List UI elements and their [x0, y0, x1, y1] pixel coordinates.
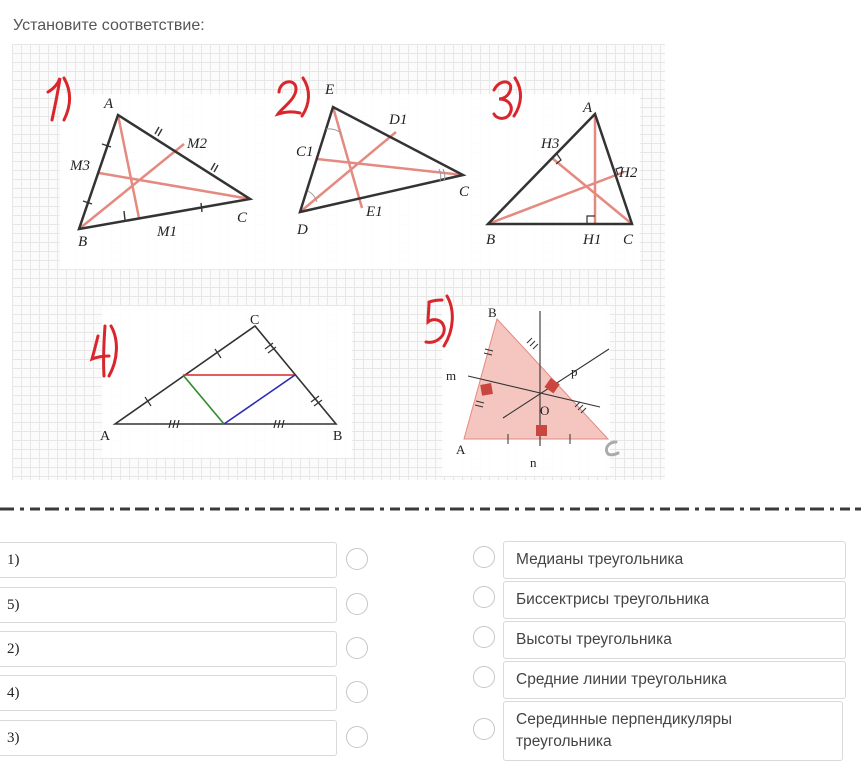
option-altitudes[interactable]: Высоты треугольника — [503, 621, 846, 659]
svg-text:H2: H2 — [619, 165, 638, 181]
left-item-4[interactable] — [0, 675, 337, 711]
left-item-2[interactable] — [0, 587, 337, 623]
panel-number-5 — [426, 300, 444, 342]
svg-text:B: B — [333, 429, 343, 444]
svg-text:A: A — [104, 96, 114, 112]
svg-text:C: C — [459, 184, 470, 200]
dashed-separator — [0, 506, 861, 512]
svg-text:p: p — [571, 364, 578, 379]
left-connector-radio-1[interactable] — [346, 548, 368, 570]
svg-text:D: D — [297, 222, 308, 238]
panel-number-1 — [48, 78, 60, 120]
left-item-3[interactable] — [0, 631, 337, 667]
left-item-label: 2) — [7, 641, 20, 657]
left-item-label: 5) — [7, 597, 20, 613]
svg-text:B: B — [486, 232, 496, 248]
left-item-label: 4) — [7, 685, 20, 701]
svg-text:M3: M3 — [70, 158, 90, 174]
left-connector-radio-3[interactable] — [346, 637, 368, 659]
right-connector-radio-5[interactable] — [473, 718, 495, 740]
svg-text:A: A — [456, 442, 466, 457]
left-connector-radio-5[interactable] — [346, 726, 368, 748]
left-item-label: 1) — [7, 552, 20, 568]
option-midlines[interactable]: Средние линии треугольника — [503, 661, 846, 699]
figure-panel-4-bg — [102, 306, 352, 458]
svg-text:E1: E1 — [366, 204, 383, 220]
svg-text:C1: C1 — [296, 144, 314, 160]
right-connector-radio-2[interactable] — [473, 586, 495, 608]
right-connector-radio-4[interactable] — [473, 666, 495, 688]
svg-text:E: E — [325, 82, 335, 98]
option-bisectors[interactable]: Биссектрисы треугольника — [503, 581, 846, 619]
task-figure — [12, 44, 665, 480]
right-connector-radio-1[interactable] — [473, 546, 495, 568]
svg-text:B: B — [78, 234, 88, 250]
svg-text:B: B — [488, 305, 497, 320]
svg-text:n: n — [530, 455, 537, 470]
option-perpendicular-bisectors[interactable]: Серединные перпендикуляры треугольника — [503, 701, 843, 761]
svg-text:M2: M2 — [187, 136, 207, 152]
svg-text:D1: D1 — [389, 112, 408, 128]
left-item-5[interactable] — [0, 720, 337, 756]
svg-text:M1: M1 — [157, 224, 177, 240]
svg-text:C: C — [623, 232, 634, 248]
triangles-illustration — [12, 44, 665, 480]
svg-text:A: A — [583, 100, 593, 116]
svg-text:O: O — [540, 403, 550, 418]
left-item-1[interactable] — [0, 542, 337, 578]
right-connector-radio-3[interactable] — [473, 626, 495, 648]
svg-text:H1: H1 — [583, 232, 602, 248]
left-item-label: 3) — [7, 730, 20, 746]
svg-text:H3: H3 — [541, 136, 560, 152]
svg-text:C: C — [237, 210, 248, 226]
svg-text:C: C — [250, 313, 260, 328]
svg-text:A: A — [100, 429, 111, 444]
option-medians[interactable]: Медианы треугольника — [503, 541, 846, 579]
svg-text:m: m — [446, 368, 457, 383]
left-connector-radio-2[interactable] — [346, 593, 368, 615]
left-connector-radio-4[interactable] — [346, 681, 368, 703]
task-instruction: Установите соответствие: — [13, 17, 205, 34]
